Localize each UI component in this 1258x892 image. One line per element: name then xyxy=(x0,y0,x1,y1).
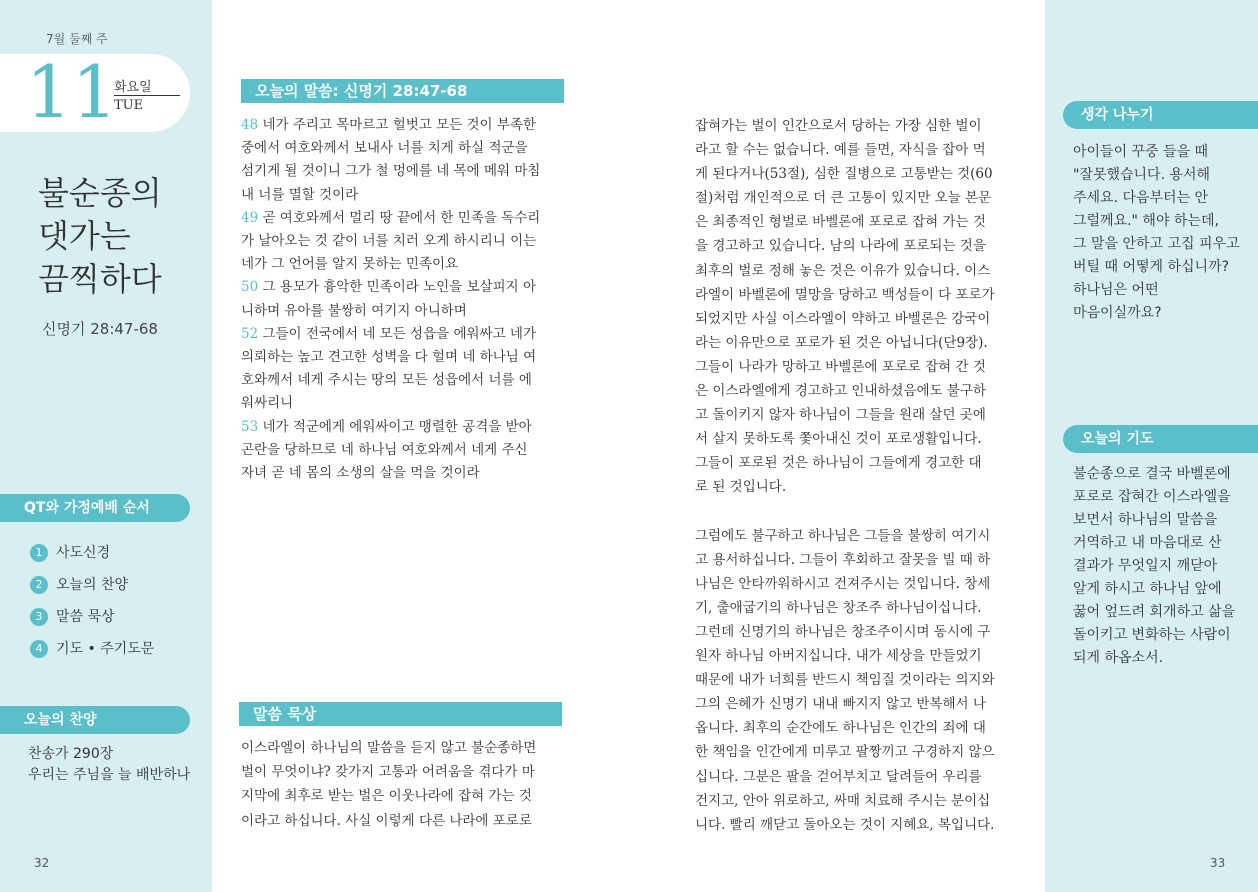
page-number-right: 33 xyxy=(1210,856,1226,870)
meditation-line: 은 이스라엘에게 경고하고 인내하셨음에도 불구하 xyxy=(695,383,987,400)
hymn-heading: 오늘의 찬양 xyxy=(0,706,190,734)
hymn-line: 찬송가 290장 xyxy=(28,746,114,762)
order-item-label: 사도신경 xyxy=(56,545,111,561)
left-sidebar-panel xyxy=(0,0,212,892)
paragraph-gap xyxy=(695,500,1020,524)
meditation-line: 그런데 신명기의 하나님은 창조주이시며 동시에 구 xyxy=(695,623,991,640)
meditation-line: 한 책임을 인간에게 미루고 팔짱끼고 구경하지 않으 xyxy=(695,744,995,761)
meditation-text-col2 xyxy=(695,114,1020,837)
verse-line xyxy=(241,416,566,439)
hymn-info xyxy=(28,744,190,786)
meditation-line: 로 된 것입니다. xyxy=(695,479,787,496)
verse-number: 49 xyxy=(241,209,259,226)
meditation-line: 기, 출애굽기의 하나님은 창조주 하나님이십니다. xyxy=(695,599,982,616)
meditation-line: 은 최종적인 형벌로 바벨론에 포로로 잡혀 가는 것 xyxy=(695,214,986,231)
day-number: 11 xyxy=(26,50,118,134)
prayer-line: 거역하고 내 마음대로 산 xyxy=(1073,535,1222,551)
order-number-badge: 3 xyxy=(30,608,48,626)
meditation-heading: 말씀 묵상 xyxy=(239,702,562,726)
meditation-line: 을 경고하고 있습니다. 남의 나라에 포로되는 것을 xyxy=(695,238,986,255)
meditation-line: 때문에 내가 너희를 반드시 책임질 것이라는 의지와 xyxy=(695,672,995,689)
verse xyxy=(241,416,566,486)
verse-line: 내 너를 멸할 것이라 xyxy=(241,186,359,203)
meditation-line: 그럼에도 불구하고 하나님은 그들을 불쌍히 여기시 xyxy=(695,527,991,544)
prayer-line: 포로로 잡혀간 이스라엘을 xyxy=(1073,489,1231,505)
prayer-line: 알게 하시고 하나님 앞에 xyxy=(1073,581,1222,597)
verse-line xyxy=(241,207,566,230)
order-item-label: 말씀 묵상 xyxy=(56,609,115,625)
meditation-line: 십니다. 그분은 팔을 걷어부치고 달려들어 우리를 xyxy=(695,768,982,785)
verse-line: 네가 그 언어를 알지 못하는 민족이요 xyxy=(241,256,459,273)
word-heading: 오늘의 말씀: 신명기 28:47-68 xyxy=(241,79,564,103)
verse-line: 니하며 유아를 불쌍히 여기지 아니하며 xyxy=(241,302,467,319)
meditation-line: 절)처럼 개인적으로 더 큰 고통이 있지만 오늘 본문 xyxy=(695,190,992,207)
verse-line: 중에서 여호와께서 보내사 너를 치게 하실 적군을 xyxy=(241,140,528,157)
meditation-line: 고 돌이키지 않자 하나님이 그들을 원래 살던 곳에 xyxy=(695,407,986,424)
meditation-line: 고 용서하십니다. 그들이 후회하고 잘못을 빌 때 하 xyxy=(695,551,991,568)
week-label: 7월 둘째 주 xyxy=(46,32,108,46)
verse-text: 네가 주리고 목마르고 헐벗고 모든 것이 부족한 xyxy=(258,117,537,133)
verse-line: 섬기게 될 것이니 그가 철 멍에를 네 목에 메워 마침 xyxy=(241,163,541,180)
meditation-line: 나님은 안타까워하시고 건져주시는 것입니다. 창세 xyxy=(695,575,991,592)
verse-line: 호와께서 네게 주시는 땅의 모든 성읍에서 너를 에 xyxy=(241,372,532,389)
page-number-left: 32 xyxy=(34,856,50,870)
share-line: 그럴께요." 해야 하는데, xyxy=(1073,213,1219,229)
verse xyxy=(241,323,566,416)
order-item xyxy=(30,606,115,626)
order-number-badge: 1 xyxy=(30,544,48,562)
order-number-badge: 2 xyxy=(30,576,48,594)
prayer-line: 결과가 무엇일지 깨닫아 xyxy=(1073,558,1218,574)
prayer-heading: 오늘의 기도 xyxy=(1063,425,1258,453)
verse-line: 자녀 곧 네 몸의 소생의 살을 먹을 것이라 xyxy=(241,465,480,482)
meditation-line: 옵니다. 최후의 순간에도 하나님은 인간의 죄에 대 xyxy=(695,720,986,737)
meditation-line: 이스라엘이 하나님의 말씀을 듣지 않고 불순종하면 xyxy=(241,740,537,756)
share-line: 마음이실까요? xyxy=(1073,305,1162,321)
share-line: 아이들이 꾸중 들을 때 xyxy=(1073,144,1209,160)
meditation-line: 니다. 빨리 깨닫고 돌아오는 것이 지혜요, 복입니다. xyxy=(695,816,995,833)
scripture-reference: 신명기 28:47-68 xyxy=(42,320,158,338)
order-item xyxy=(30,542,110,562)
prayer-line: 돌이키고 변화하는 사람이 xyxy=(1073,627,1231,643)
title-line: 댓가는 xyxy=(38,217,131,255)
meditation-line: 원자 하나님 아버지십니다. 내가 세상을 만들었기 xyxy=(695,648,982,665)
share-line: "잘못했습니다. 용서해 xyxy=(1073,167,1211,183)
order-heading: QT와 가정예배 순서 xyxy=(0,494,190,522)
weekday-ko: 화요일 xyxy=(114,80,152,95)
meditation-line: 건지고, 안아 위로하고, 싸매 치료해 주시는 분이십 xyxy=(695,792,991,809)
share-line: 버틸 때 어떻게 하십니까? xyxy=(1073,259,1230,275)
meditation-line: 게 된다거나(53절), 심한 질병으로 고통받는 것(60 xyxy=(695,166,993,183)
share-line: 그 말을 안하고 고집 피우고 xyxy=(1073,236,1240,252)
meditation-line: 서 살지 못하도록 쫓아내신 것이 포로생활입니다. xyxy=(695,431,982,448)
verse xyxy=(241,207,566,277)
order-item-label: 오늘의 찬양 xyxy=(56,577,129,593)
order-item-label: 기도 • 주기도문 xyxy=(56,641,155,657)
share-line: 주세요. 다음부터는 안 xyxy=(1073,190,1209,206)
prayer-line: 보면서 하나님의 말씀을 xyxy=(1073,512,1218,528)
verse-number: 53 xyxy=(241,418,259,435)
meditation-line: 라고 할 수는 없습니다. 예를 들면, 자식을 잡아 먹 xyxy=(695,142,986,159)
verse-line: 워싸리니 xyxy=(241,395,294,412)
meditation-text-col1 xyxy=(241,736,566,833)
meditation-line: 벌이 무엇이냐? 갖가지 고통과 어려움을 겪다가 마 xyxy=(241,764,535,781)
weekday-divider xyxy=(114,95,180,96)
verse-number: 52 xyxy=(241,325,259,342)
title-line: 불순종의 xyxy=(38,174,162,212)
verse-number: 48 xyxy=(241,117,259,133)
meditation-line: 그들이 포로된 것은 하나님이 그들에게 경고한 대 xyxy=(695,455,982,472)
verse-text: 그 용모가 흉악한 민족이라 노인을 보살피지 아 xyxy=(258,279,537,296)
meditation-line: 이라고 하십니다. 사실 이렇게 다른 나라에 포로로 xyxy=(241,812,532,829)
prayer-line: 꿇어 엎드려 회개하고 삶을 xyxy=(1073,604,1236,620)
prayer-line: 되게 하옵소서. xyxy=(1073,650,1164,666)
order-number-badge: 4 xyxy=(30,640,48,658)
meditation-line: 최후의 벌로 정해 놓은 것은 이유가 있습니다. 이스 xyxy=(695,262,991,279)
verse-text: 네가 적군에게 에워싸이고 맹렬한 공격을 받아 xyxy=(258,418,532,435)
meditation-line: 되었지만 사실 이스라엘이 약하고 바벨론은 강국이 xyxy=(695,310,991,327)
verse-line xyxy=(241,276,566,299)
verse-number: 50 xyxy=(241,279,259,296)
verse xyxy=(241,114,566,207)
verse-line: 의뢰하는 높고 견고한 성벽을 다 헐며 네 하나님 여 xyxy=(241,349,537,366)
verse-line: 곤란을 당하므로 네 하나님 여호와께서 네게 주신 xyxy=(241,441,528,458)
verse-line xyxy=(241,114,566,137)
verse-line: 가 날아오는 것 같이 너를 치러 오게 하시리니 이는 xyxy=(241,233,537,250)
meditation-line: 지막에 최후로 받는 벌은 이웃나라에 잡혀 가는 것 xyxy=(241,788,532,805)
page-title xyxy=(38,172,162,301)
verse-text: 곧 여호와께서 멀리 땅 끝에서 한 민족을 독수리 xyxy=(258,209,541,226)
verse-text: 그들이 전국에서 네 모든 성읍을 에워싸고 네가 xyxy=(258,325,537,342)
share-line: 하나님은 어떤 xyxy=(1073,282,1159,298)
meditation-line: 라는 이유만으로 포로가 된 것은 아닙니다(단9장). xyxy=(695,334,988,351)
meditation-line: 그의 은혜가 신명기 내내 빠지지 않고 반복해서 나 xyxy=(695,696,986,713)
meditation-line: 잡혀가는 벌이 인간으로서 당하는 가장 심한 벌이 xyxy=(695,118,982,134)
meditation-line: 라엘이 바벨론에 멸망을 당하고 백성들이 다 포로가 xyxy=(695,286,995,303)
hymn-line: 우리는 주님을 늘 배반하나 xyxy=(28,767,191,783)
weekday-en: TUE xyxy=(114,98,144,113)
share-text xyxy=(1073,141,1240,325)
share-heading: 생각 나누기 xyxy=(1063,101,1258,129)
title-line: 끔찍하다 xyxy=(38,260,162,298)
order-item xyxy=(30,638,154,658)
verse-line xyxy=(241,323,566,346)
order-item xyxy=(30,574,128,594)
scripture-verses xyxy=(241,114,566,485)
meditation-line: 그들이 나라가 망하고 바벨론에 포로로 잡혀 간 것 xyxy=(695,358,986,375)
prayer-text xyxy=(1073,463,1235,670)
verse xyxy=(241,276,566,322)
prayer-line: 불순종으로 결국 바벨론에 xyxy=(1073,466,1231,482)
